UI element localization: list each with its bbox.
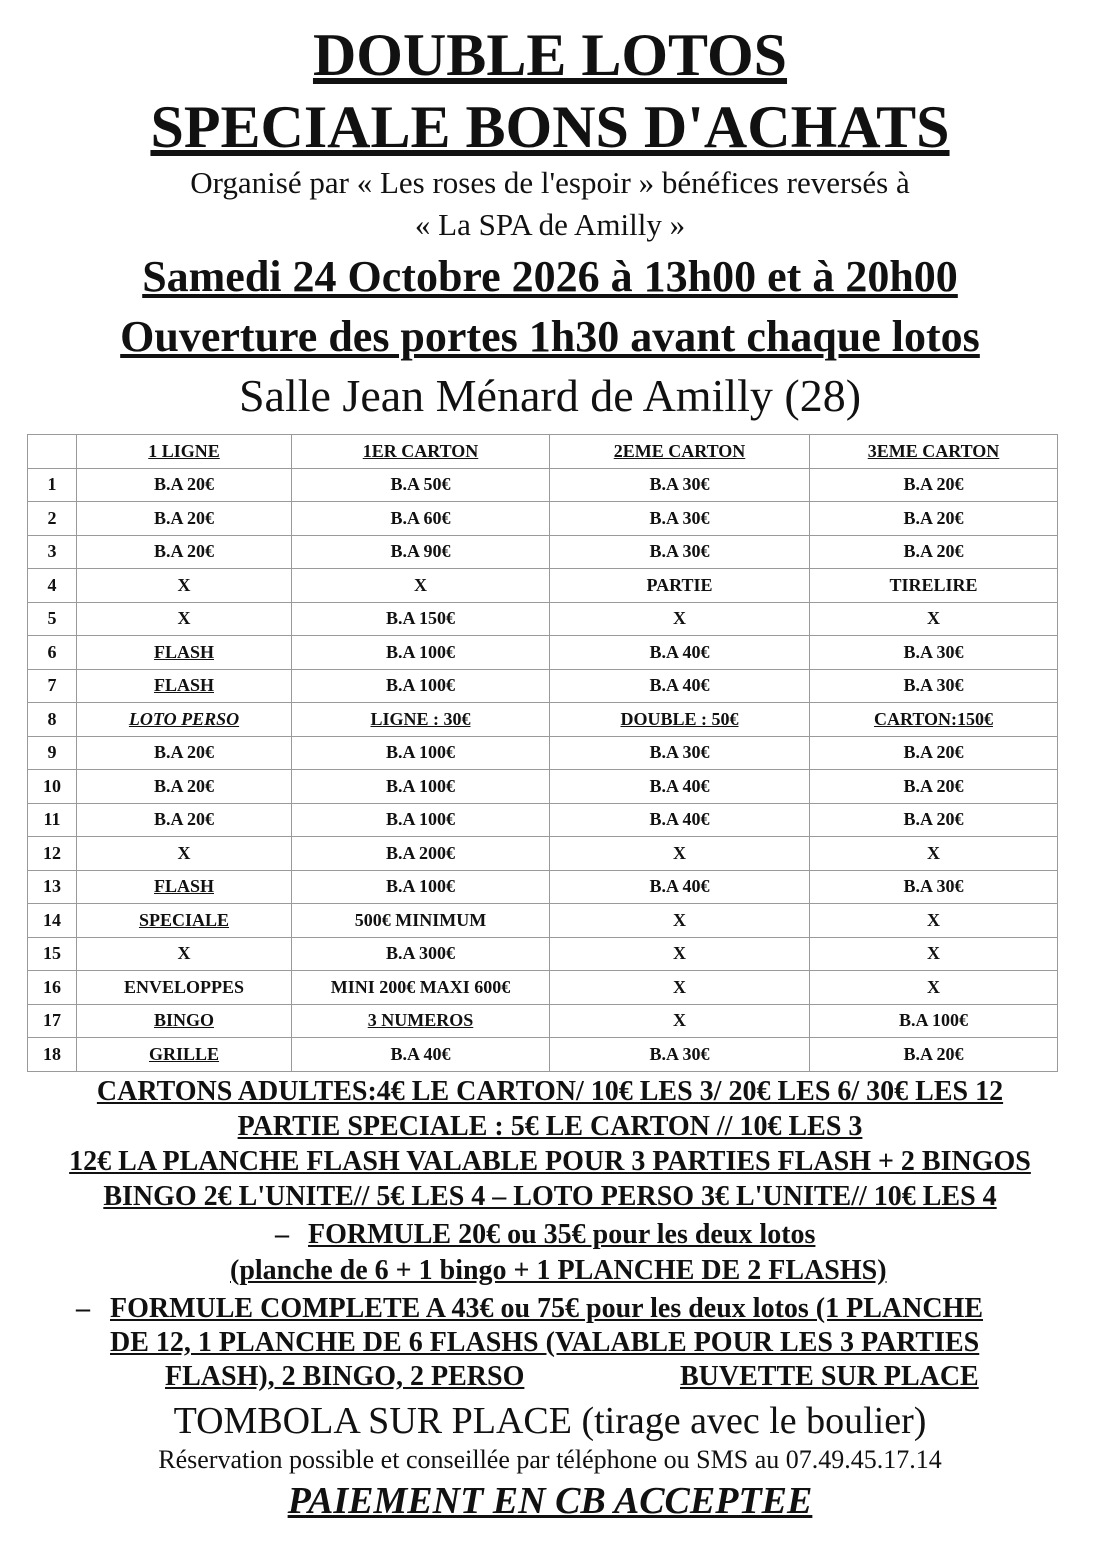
cell-1-ligne: B.A 20€ [77,468,292,502]
cell-1-ligne: B.A 20€ [77,803,292,837]
cell-1-ligne: X [77,602,292,636]
table-row [28,770,1058,804]
organiser-line-2: « La SPA de Amilly » [414,207,686,242]
cell-1er-carton: B.A 40€ [292,1038,550,1072]
cell-1-ligne: X [77,569,292,603]
table-row [28,468,1058,502]
cell-2eme-carton: X [550,937,810,971]
cell-3eme-carton: X [810,904,1058,938]
cell-2eme-carton: B.A 40€ [550,669,810,703]
venue: Salle Jean Ménard de Amilly (28) [238,370,862,421]
cell-2eme-carton: B.A 40€ [550,870,810,904]
cell-1er-carton: B.A 100€ [292,669,550,703]
cell-number: 15 [28,937,77,971]
cell-3eme-carton: B.A 20€ [810,736,1058,770]
cell-1er-carton: B.A 200€ [292,837,550,871]
cell-number: 7 [28,669,77,703]
cell-3eme-carton: B.A 20€ [810,468,1058,502]
cell-1-ligne: B.A 20€ [77,502,292,536]
price-line-flash: 12€ LA PLANCHE FLASH VALABLE POUR 3 PARTIES FLASH + 2 BINGOS [69,1146,1031,1177]
header-cell-number [28,435,77,469]
table-row [28,736,1058,770]
cell-1er-carton: B.A 300€ [292,937,550,971]
table-row [28,703,1058,737]
cell-2eme-carton: B.A 30€ [550,468,810,502]
table-row [28,636,1058,670]
cell-1-ligne: BINGO [77,1004,292,1038]
cell-2eme-carton: B.A 40€ [550,636,810,670]
table-row [28,904,1058,938]
cell-1-ligne: FLASH [77,669,292,703]
cell-2eme-carton: B.A 30€ [550,502,810,536]
price-line-bingo: BINGO 2€ L'UNITE// 5€ LES 4 – LOTO PERSO 3€ L'UNITE// 10€ LES 4 [103,1181,997,1212]
cell-3eme-carton: B.A 20€ [810,502,1058,536]
cell-number: 9 [28,736,77,770]
cell-1er-carton: MINI 200€ MAXI 600€ [292,971,550,1005]
tombola-notice: TOMBOLA SUR PLACE (tirage avec le boulier) [173,1400,927,1442]
cell-number: 8 [28,703,77,737]
formule1-line-1: FORMULE 20€ ou 35€ pour les deux lotos [308,1219,816,1250]
cell-1er-carton: B.A 90€ [292,535,550,569]
cell-3eme-carton: TIRELIRE [810,569,1058,603]
header-cell-1-ligne: 1 LIGNE [77,435,292,469]
formule2-line-1: FORMULE COMPLETE A 43€ ou 75€ pour les deux lotos (1 PLANCHE [110,1293,984,1324]
cell-2eme-carton: PARTIE [550,569,810,603]
cell-number: 14 [28,904,77,938]
cell-1er-carton: 3 NUMEROS [292,1004,550,1038]
cell-number: 2 [28,502,77,536]
cell-2eme-carton: X [550,602,810,636]
formule1-dash: – [275,1219,289,1250]
cell-number: 6 [28,636,77,670]
cell-1-ligne: B.A 20€ [77,535,292,569]
cell-3eme-carton: B.A 100€ [810,1004,1058,1038]
payment-notice: PAIEMENT EN CB ACCEPTEE [287,1480,813,1522]
cell-3eme-carton: X [810,602,1058,636]
cell-number: 3 [28,535,77,569]
table-row [28,535,1058,569]
cell-2eme-carton: X [550,1004,810,1038]
table-row [28,837,1058,871]
cell-number: 1 [28,468,77,502]
cell-number: 18 [28,1038,77,1072]
table-row [28,502,1058,536]
cell-1-ligne: SPECIALE [77,904,292,938]
price-line-adults: CARTONS ADULTES:4€ LE CARTON/ 10€ LES 3/ 20€ LES 6/ 30€ LES 12 [96,1076,1004,1107]
table-row [28,870,1058,904]
cell-3eme-carton: X [810,837,1058,871]
cell-1-ligne: LOTO PERSO [77,703,292,737]
header-cell-2eme-carton: 2EME CARTON [550,435,810,469]
title-line-2: SPECIALE BONS D'ACHATS [150,94,950,160]
formule2-line-3: FLASH), 2 BINGO, 2 PERSO [165,1361,525,1392]
table-header-row [28,435,1058,469]
cell-1er-carton: B.A 100€ [292,770,550,804]
cell-1-ligne: GRILLE [77,1038,292,1072]
table-row [28,1038,1058,1072]
formule2-dash: – [76,1293,90,1324]
cell-3eme-carton: X [810,937,1058,971]
cell-1er-carton: 500€ MINIMUM [292,904,550,938]
cell-2eme-carton: X [550,971,810,1005]
table-row [28,569,1058,603]
cell-number: 13 [28,870,77,904]
cell-1er-carton: LIGNE : 30€ [292,703,550,737]
cell-1-ligne: X [77,937,292,971]
cell-3eme-carton: B.A 30€ [810,636,1058,670]
cell-1-ligne: FLASH [77,870,292,904]
cell-2eme-carton: B.A 30€ [550,1038,810,1072]
cell-1er-carton: B.A 60€ [292,502,550,536]
table-row [28,602,1058,636]
table-row [28,669,1058,703]
cell-1-ligne: B.A 20€ [77,770,292,804]
cell-3eme-carton: B.A 30€ [810,669,1058,703]
cell-number: 12 [28,837,77,871]
cell-2eme-carton: X [550,837,810,871]
doors-opening: Ouverture des portes 1h30 avant chaque lotos [120,312,980,361]
cell-1-ligne: FLASH [77,636,292,670]
cell-3eme-carton: B.A 30€ [810,870,1058,904]
cell-1er-carton: B.A 100€ [292,736,550,770]
cell-number: 10 [28,770,77,804]
cell-2eme-carton: B.A 40€ [550,803,810,837]
title-line-1: DOUBLE LOTOS [312,22,788,88]
organiser-line-1: Organisé par « Les roses de l'espoir » bénéfices reversés à [190,165,910,200]
formule2-line-2: DE 12, 1 PLANCHE DE 6 FLASHS (VALABLE POUR LES 3 PARTIES [110,1327,980,1358]
prizes-table [27,434,1058,1072]
cell-1er-carton: X [292,569,550,603]
header-cell-1er-carton: 1ER CARTON [292,435,550,469]
cell-2eme-carton: B.A 30€ [550,736,810,770]
cell-2eme-carton: DOUBLE : 50€ [550,703,810,737]
table-row [28,937,1058,971]
formule1-line-2: (planche de 6 + 1 bingo + 1 PLANCHE DE 2 FLASHS) [230,1255,887,1286]
price-line-speciale: PARTIE SPECIALE : 5€ LE CARTON // 10€ LES 3 [237,1111,863,1142]
cell-1er-carton: B.A 100€ [292,636,550,670]
cell-3eme-carton: B.A 20€ [810,770,1058,804]
cell-2eme-carton: X [550,904,810,938]
cell-1-ligne: ENVELOPPES [77,971,292,1005]
cell-number: 5 [28,602,77,636]
table-row [28,971,1058,1005]
cell-3eme-carton: CARTON:150€ [810,703,1058,737]
event-date: Samedi 24 Octobre 2026 à 13h00 et à 20h00 [142,252,958,301]
cell-number: 16 [28,971,77,1005]
cell-2eme-carton: B.A 30€ [550,535,810,569]
cell-2eme-carton: B.A 40€ [550,770,810,804]
buvette-notice: BUVETTE SUR PLACE [680,1361,979,1392]
table-row [28,803,1058,837]
cell-number: 17 [28,1004,77,1038]
cell-number: 11 [28,803,77,837]
cell-3eme-carton: X [810,971,1058,1005]
cell-1er-carton: B.A 100€ [292,870,550,904]
cell-3eme-carton: B.A 20€ [810,535,1058,569]
cell-1er-carton: B.A 150€ [292,602,550,636]
cell-3eme-carton: B.A 20€ [810,803,1058,837]
header-cell-3eme-carton: 3EME CARTON [810,435,1058,469]
table-row [28,1004,1058,1038]
cell-number: 4 [28,569,77,603]
cell-3eme-carton: B.A 20€ [810,1038,1058,1072]
reservation-notice: Réservation possible et conseillée par téléphone ou SMS au 07.49.45.17.14 [158,1445,942,1474]
cell-1er-carton: B.A 50€ [292,468,550,502]
cell-1-ligne: X [77,837,292,871]
cell-1-ligne: B.A 20€ [77,736,292,770]
cell-1er-carton: B.A 100€ [292,803,550,837]
